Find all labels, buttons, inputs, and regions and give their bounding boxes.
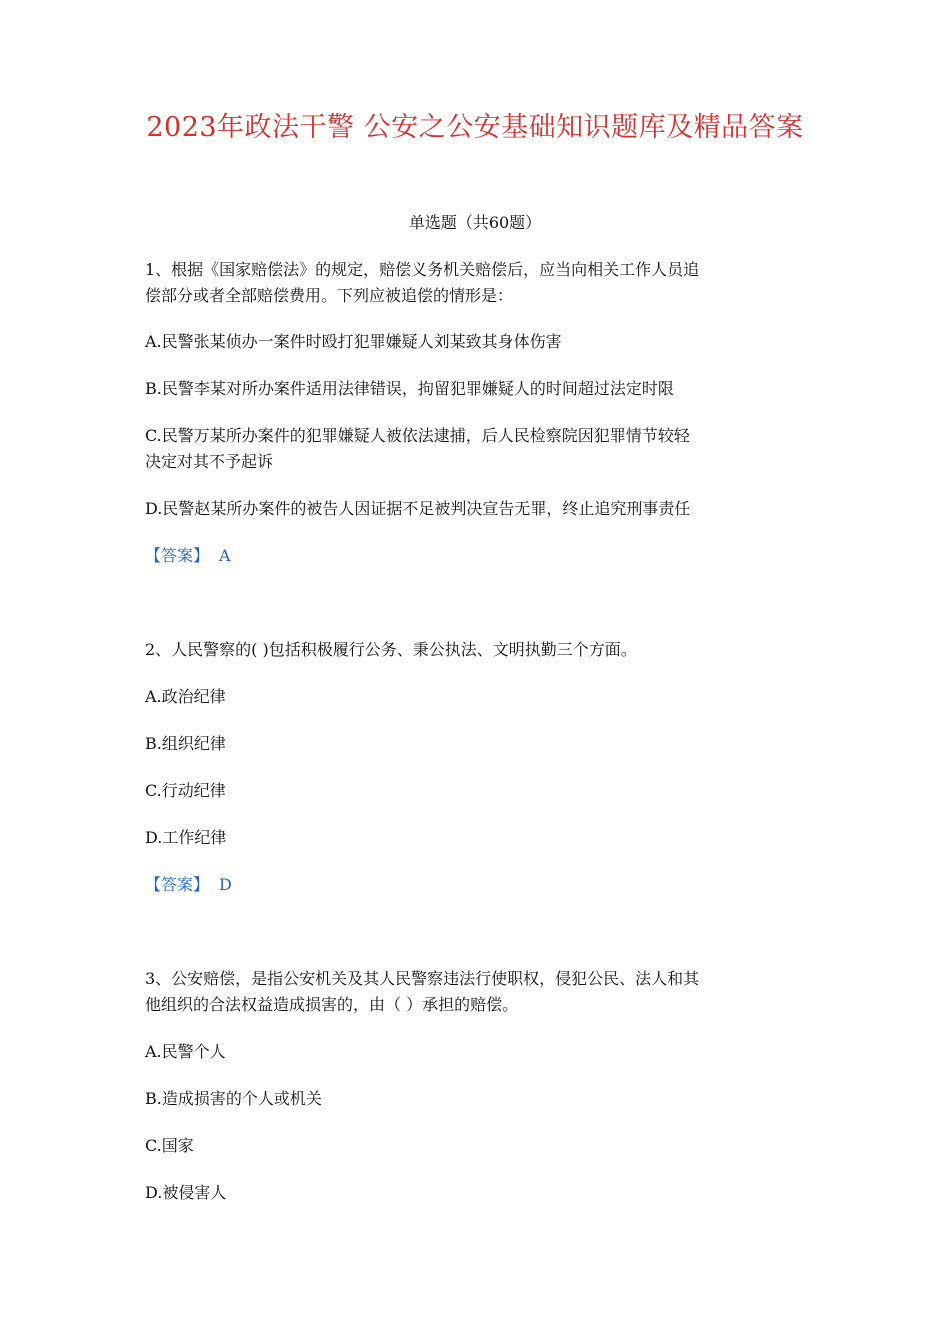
question-2-option-c: C.行动纪律 bbox=[145, 781, 226, 800]
question-1-option-c-cont: 决定对其不予起诉 bbox=[145, 452, 274, 471]
question-1-option-c: C.民警万某所办案件的犯罪嫌疑人被依法逮捕，后人民检察院因犯罪情节较轻 bbox=[145, 426, 690, 445]
question-3-option-d: D.被侵害人 bbox=[145, 1183, 227, 1202]
question-2-option-a: A.政治纪律 bbox=[145, 687, 226, 706]
question-3-option-a: A.民警个人 bbox=[145, 1042, 226, 1061]
question-2-answer bbox=[145, 873, 815, 897]
question-3-option-c: C.国家 bbox=[145, 1136, 194, 1155]
section-heading: 单选题（共60题） bbox=[408, 213, 542, 232]
question-2-option-b: B.组织纪律 bbox=[145, 734, 226, 753]
question-3-stem-line-2: 他组织的合法权益造成损害的，由（ ）承担的赔偿。 bbox=[145, 995, 519, 1014]
answer-value: D bbox=[219, 875, 232, 894]
question-1-option-a: A.民警张某侦办一案件时殴打犯罪嫌疑人刘某致其身体伤害 bbox=[145, 332, 562, 351]
question-2-option-d: D.工作纪律 bbox=[145, 828, 227, 847]
question-1-stem-line-1: 1、根据《国家赔偿法》的规定，赔偿义务机关赔偿后，应当向相关工作人员追 bbox=[145, 260, 700, 279]
question-1-stem-line-2: 偿部分或者全部赔偿费用。下列应被追偿的情形是： bbox=[145, 286, 514, 305]
question-1-option-d: D.民警赵某所办案件的被告人因证据不足被判决宣告无罪，终止追究刑事责任 bbox=[145, 499, 691, 518]
question-2-stem-line-1: 2、人民警察的( )包括积极履行公务、秉公执法、文明执勤三个方面。 bbox=[145, 640, 637, 659]
answer-tag: 【答案】 bbox=[145, 546, 210, 565]
answer-tag: 【答案】 bbox=[145, 875, 210, 894]
question-3-option-b: B.造成损害的个人或机关 bbox=[145, 1089, 322, 1108]
document-title: 2023年政法干警 公安之公安基础知识题库及精品答案 bbox=[146, 112, 804, 143]
question-3-stem-line-1: 3、公安赔偿，是指公安机关及其人民警察违法行使职权，侵犯公民、法人和其 bbox=[145, 969, 700, 988]
question-1-answer bbox=[145, 544, 815, 568]
answer-value: A bbox=[219, 546, 231, 565]
question-1-option-b: B.民警李某对所办案件适用法律错误，拘留犯罪嫌疑人的时间超过法定时限 bbox=[145, 379, 674, 398]
